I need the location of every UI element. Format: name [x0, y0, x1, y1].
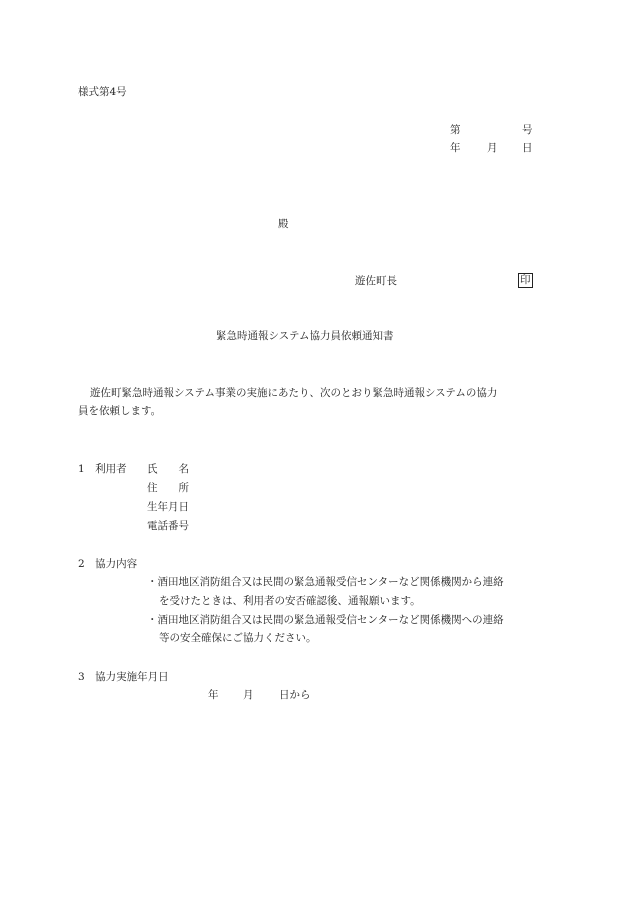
duty-item-2-line-1: ・酒田地区消防組合又は民間の緊急通報受信センターなど関係機関への連絡 — [147, 614, 504, 626]
doc-number-suffix: 号 — [522, 124, 533, 136]
field-birthdate-label: 生年月日 — [147, 501, 189, 513]
field-name-label: 氏 名 — [147, 463, 189, 475]
doc-number-prefix: 第 — [450, 124, 461, 136]
start-date-month: 月 — [243, 689, 254, 701]
date-day: 日 — [522, 142, 533, 154]
seal-mark — [518, 273, 533, 288]
duty-item-1-line-1: ・酒田地区消防組合又は民間の緊急通報受信センターなど関係機関から連絡 — [147, 576, 504, 588]
duty-item-2-line-2: 等の安全確保にご協力ください。 — [159, 632, 317, 644]
duty-item-1-line-2: を受けたときは、利用者の安否確認後、通報願います。 — [159, 595, 421, 607]
addressee-suffix: 殿 — [278, 218, 289, 230]
sender-title: 遊佐町長 — [355, 275, 397, 287]
start-date-day-from: 日から — [279, 689, 311, 701]
section2-heading: 2 協力内容 — [78, 558, 138, 570]
body-line-1: 遊佐町緊急時通報システム事業の実施にあたり、次のとおり緊急時通報システムの協力 — [90, 387, 498, 399]
start-date-year: 年 — [208, 689, 219, 701]
body-line-2: 員を依頼します。 — [78, 405, 162, 417]
section3-heading: 3 協力実施年月日 — [78, 671, 169, 683]
date-month: 月 — [487, 142, 498, 154]
section1-heading: 1 利用者 — [78, 463, 127, 475]
form-number: 様式第4号 — [78, 86, 127, 98]
field-address-label: 住 所 — [147, 482, 189, 494]
date-year: 年 — [450, 142, 461, 154]
seal-label: 印 — [520, 274, 531, 286]
field-phone-label: 電話番号 — [147, 520, 189, 532]
document-title: 緊急時通報システム協力員依頼通知書 — [216, 330, 394, 342]
